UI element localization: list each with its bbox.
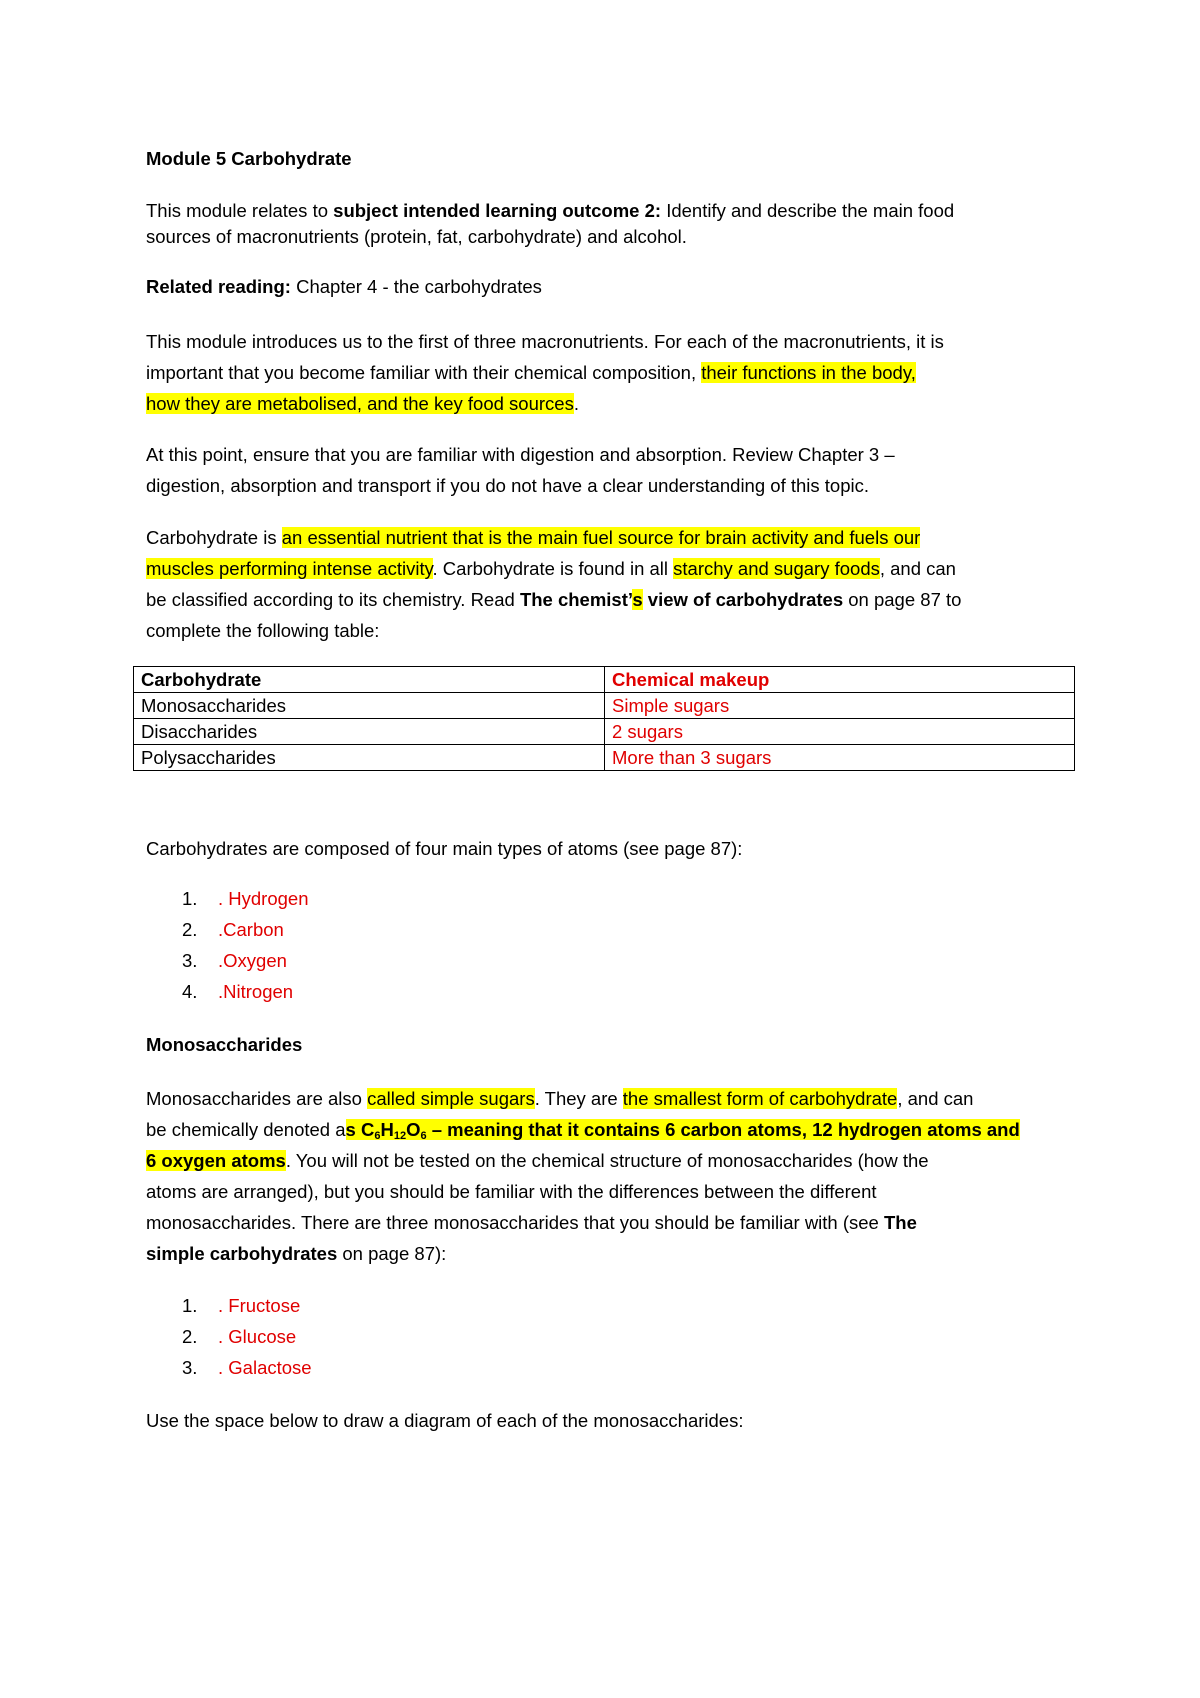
paragraph-monosaccharides: Monosaccharides are also called simple sugars. They are the smallest form of carbohydrate, and can be chemically denoted as $C_6H_{12}O_6$ – meaning that it contains 6 carbon atoms, 12 hydrogen atoms and 6 oxygen atoms. You will not be tested on the chemical structure of monosaccharides (how the atoms are arranged), but you should be familiar with the differences between the different monosaccharides. There are three monosaccharides that you should be familiar with (see The simple carbohydrates on page 87):	[146, 1088, 1020, 1264]
intro-line-1: This module relates to subject intended learning outcome 2: Identify and describe the main food	[146, 200, 955, 221]
table-header-cell: Carbohydrate	[134, 667, 605, 693]
list-item: 3. . Galactose	[182, 1357, 312, 1378]
intro-paragraph	[146, 200, 1076, 248]
list-item: 1. . Hydrogen	[182, 888, 309, 909]
list-item: 3. .Oxygen	[182, 950, 287, 971]
chemical-formula: s $C_6H_{12}O_6$ – meaning that it contains 6 carbon atoms, 12 hydrogen atoms and	[345, 1119, 1020, 1142]
table-cell: Simple sugars	[605, 693, 1075, 719]
table-cell: Polysaccharides	[134, 745, 605, 771]
table-cell: Disaccharides	[134, 719, 605, 745]
table-row	[134, 693, 1075, 719]
list-item: 1. . Fructose	[182, 1295, 301, 1316]
atoms-list	[146, 883, 309, 1007]
paragraph-macronutrients: This module introduces us to the first of three macronutrients. For each of the macronutrients, it is important that you become familiar with their chemical composition, their functions in the body, how they are metabolised, and the key food sources.	[146, 331, 944, 414]
related-reading: Related reading: Chapter 4 - the carbohydrates	[146, 276, 542, 297]
table-row	[134, 745, 1075, 771]
table-header-cell: Chemical makeup	[605, 667, 1075, 693]
page-title: Module 5 Carbohydrate	[146, 148, 352, 169]
list-item: 2. . Glucose	[182, 1326, 297, 1347]
draw-prompt: Use the space below to draw a diagram of each of the monosaccharides:	[146, 1410, 744, 1431]
list-item: 4. .Nitrogen	[182, 981, 294, 1002]
monosaccharides-list	[146, 1290, 312, 1383]
table-cell: 2 sugars	[605, 719, 1075, 745]
section-heading-monosaccharides: Monosaccharides	[146, 1034, 303, 1055]
paragraph-digestion: At this point, ensure that you are familiar with digestion and absorption. Review Chapter 3 – digestion, absorption and transport if you do not have a clear understanding of this topic.	[146, 444, 895, 496]
table-cell: Monosaccharides	[134, 693, 605, 719]
paragraph-carbohydrate: Carbohydrate is an essential nutrient that is the main fuel source for brain activity and fuels our muscles performing intense activity. Carbohydrate is found in all starchy and sugary foods, and can be classified according to its chemistry. Read The chemist’s view of carbohydrates on page 87 to complete the following table:	[146, 527, 962, 641]
table-row	[134, 719, 1075, 745]
carbohydrate-table	[133, 666, 1075, 771]
table-cell: More than 3 sugars	[605, 745, 1075, 771]
table-header-row	[134, 667, 1075, 693]
intro-line-2: sources of macronutrients (protein, fat, carbohydrate) and alcohol.	[146, 226, 687, 247]
list-item: 2. .Carbon	[182, 919, 284, 940]
atoms-intro: Carbohydrates are composed of four main types of atoms (see page 87):	[146, 838, 743, 859]
